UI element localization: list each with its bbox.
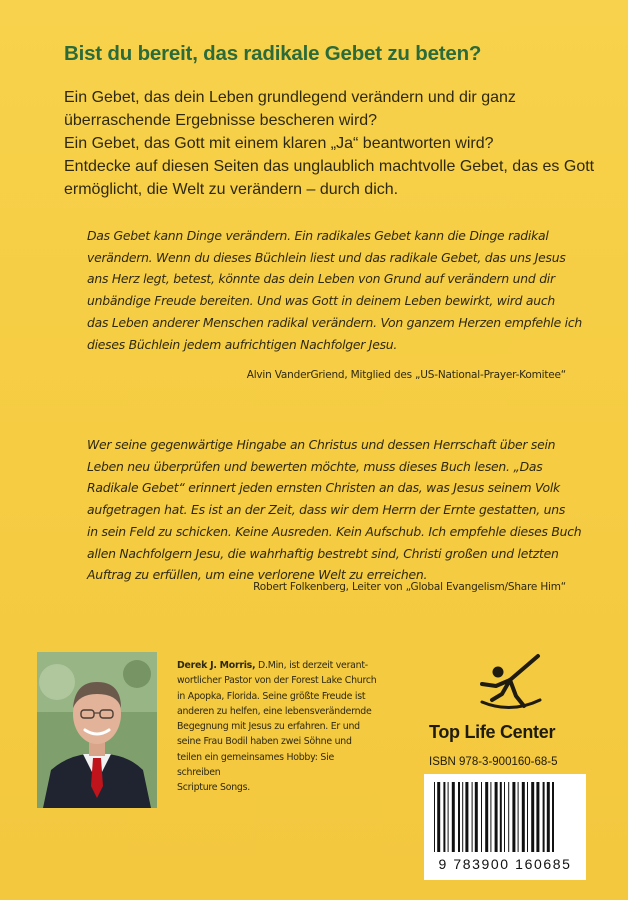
barcode-bar	[481, 782, 482, 852]
barcode-bar	[485, 782, 488, 852]
quote-line: Radikale Gebet“ erinnert jeden ernsten Christen an das, was Jesus seinem Volk	[87, 480, 560, 496]
isbn-text: ISBN 978-3-900160-68-5	[429, 756, 558, 768]
bio-line: in Apopka, Florida. Seine größte Freude ist	[177, 690, 366, 702]
intro-paragraph: Ein Gebet, das dein Leben grundlegend verändern und dir ganz überraschende Ergebnisse bescheren wird?	[64, 89, 516, 129]
barcode-bar	[462, 782, 463, 852]
barcode-bar	[547, 782, 550, 852]
quote-line: unbändige Freude bereiten. Und was Gott in deinem Leben bewirkt, wird auch	[87, 293, 556, 309]
author-name: Derek J. Morris,	[177, 660, 256, 671]
quote-line: Auftrag zu erfüllen, um eine verlorene Welt zu erreichen.	[87, 567, 428, 583]
author-bio	[177, 658, 377, 796]
barcode-bars	[424, 774, 586, 860]
bio-line: Scripture Songs.	[177, 782, 250, 794]
barcode-bar	[448, 782, 449, 852]
barcode-bar	[552, 782, 554, 852]
barcode-bar	[434, 782, 435, 852]
barcode-bar	[527, 782, 528, 852]
barcode-bar	[443, 782, 445, 852]
barcode-bar	[472, 782, 473, 852]
endorsement-quote-1	[87, 225, 587, 355]
quote-line: ans Herz legt, betest, könnte das dein Leben von Grund auf verändern und dir	[87, 271, 555, 287]
barcode-bar	[452, 782, 455, 852]
running-figure-logo-icon	[476, 652, 546, 717]
barcode-bar	[518, 782, 519, 852]
intro-text	[64, 86, 604, 201]
barcode-bar	[531, 782, 534, 852]
barcode-bar	[465, 782, 468, 852]
barcode-number: 9 783900 160685	[438, 856, 572, 872]
barcode-bar	[475, 782, 478, 852]
quote-line: dieses Büchlein jedem aufrichtigen Nachfolger Jesu.	[87, 336, 398, 352]
author-photo	[37, 652, 157, 808]
endorsement-author-1: Alvin VanderGriend, Mitglied des „US-National-Prayer-Komitee“	[246, 369, 566, 381]
barcode-bar	[522, 782, 525, 852]
barcode-bar	[437, 782, 440, 852]
barcode-bar	[508, 782, 509, 852]
barcode-bar	[536, 782, 539, 852]
bio-line: anderen zu helfen, eine lebensverändernde	[177, 705, 372, 717]
headline: Bist du bereit, das radikale Gebet zu beten?	[64, 42, 482, 65]
bio-line: Begegnung mit Jesus zu erfahren. Er und	[177, 721, 360, 733]
barcode-bar	[543, 782, 545, 852]
bio-text: D.Min, ist derzeit verant-	[255, 660, 368, 671]
bio-line: wortlicher Pastor von der Forest Lake Church	[177, 675, 377, 687]
endorsement-author-2: Robert Folkenberg, Leiter von „Global Evangelism/Share Him“	[253, 581, 566, 593]
quote-line: Das Gebet kann Dinge verändern. Ein radikales Gebet kann die Dinge radikal	[87, 228, 549, 243]
barcode-bar	[512, 782, 515, 852]
quote-line: in sein Feld zu schicken. Keine Ausreden. Kein Aufschub. Ich empfehle dieses Buch	[87, 523, 582, 539]
quote-line: allen Nachfolgern Jesu, die wahrhaftig bestrebt sind, Christi großen und letzten	[87, 545, 559, 561]
endorsement-quote-2	[87, 434, 587, 586]
barcode-bar	[495, 782, 498, 852]
barcode-bar	[504, 782, 505, 852]
bio-line: teilen ein gemeinsames Hobby: Sie schreiben	[177, 751, 334, 779]
barcode-bar	[490, 782, 491, 852]
quote-line: aufgetragen hat. Es ist an der Zeit, dass wir dem Herrn der Ernte gestatten, uns	[87, 502, 566, 518]
bio-line: seine Frau Bodil haben zwei Söhne und	[177, 736, 352, 748]
barcode-bar	[458, 782, 460, 852]
quote-line: Wer seine gegenwärtige Hingabe an Christus und dessen Herrschaft über sein	[87, 437, 556, 452]
quote-line: das Leben anderer Menschen radikal verändern. Von ganzem Herzen empfehle ich	[87, 314, 583, 330]
author-portrait-illustration	[37, 652, 157, 808]
quote-line: Leben neu überprüfen und bewerten möchte, muss dieses Buch lesen. „Das	[87, 458, 543, 474]
barcode	[424, 774, 586, 880]
intro-paragraph: Ein Gebet, das Gott mit einem klaren „Ja“ beantworten wird?	[64, 135, 494, 152]
bio-line	[177, 658, 377, 673]
publisher-name: Top Life Center	[429, 722, 556, 742]
barcode-bar	[500, 782, 502, 852]
quote-line: verändern. Wenn du dieses Büchlein liest und das radikale Gebet, das uns Jesus	[87, 249, 566, 265]
intro-paragraph: Entdecke auf diesen Seiten das unglaublich machtvolle Gebet, das es Gott ermöglicht, die Welt zu verändern – durch dich.	[64, 158, 595, 198]
